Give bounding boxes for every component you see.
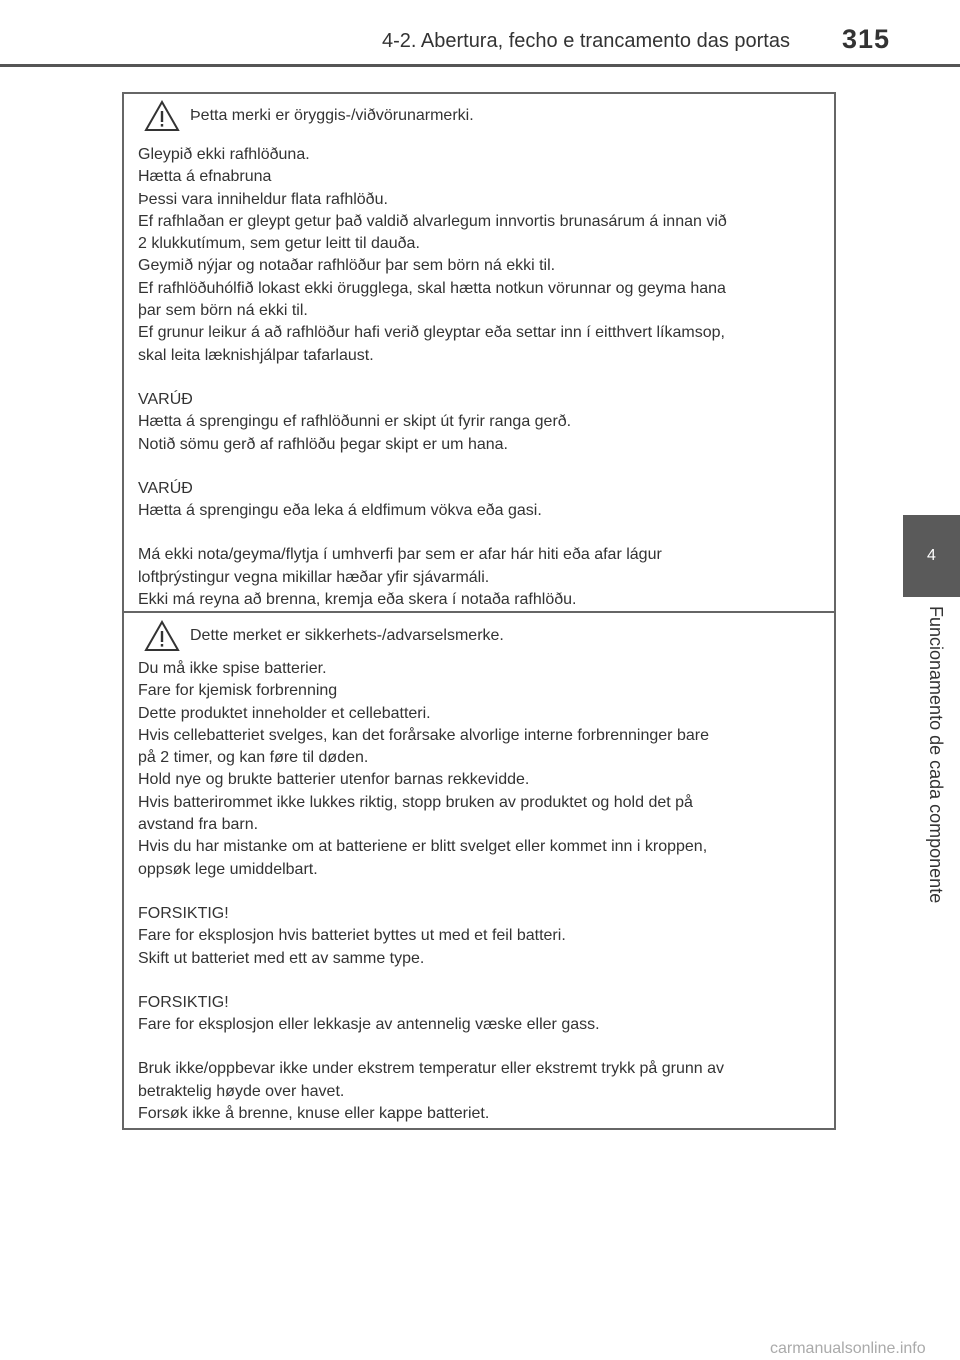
text-line: Hætta á efnabruna: [138, 168, 272, 186]
text-line: oppsøk lege umiddelbart.: [138, 860, 318, 878]
text-line: Fare for eksplosjon hvis batteriet byttes ut med et feil batteri.: [138, 927, 566, 945]
text-line: 2 klukkutímum, sem getur leitt til dauða.: [138, 235, 420, 253]
panel-icelandic: [124, 94, 834, 612]
panel-heading-row: [138, 94, 820, 138]
text-line: VARÚÐ: [138, 479, 193, 497]
chapter-tab[interactable]: [903, 515, 960, 597]
text-line: Hætta á sprengingu ef rafhlöðunni er skipt út fyrir ranga gerð.: [138, 413, 572, 431]
text-line: FORSIKTIG!: [138, 993, 229, 1011]
text-line: på 2 timer, og kan føre til døden.: [138, 749, 369, 767]
text-line: Hvis du har mistanke om at batteriene er blitt svelget eller kommet inn i kroppen,: [138, 838, 708, 856]
text-line: Fare for eksplosjon eller lekkasje av antennelig væske eller gass.: [138, 1016, 600, 1034]
warning-paragraph: [138, 658, 820, 881]
warning-paragraph: [138, 478, 820, 523]
text-line: Dette produktet inneholder et cellebatteri.: [138, 704, 431, 722]
text-line: betraktelig høyde over havet.: [138, 1082, 345, 1100]
text-line: Hætta á sprengingu eða leka á eldfimum vökva eða gasi.: [138, 502, 542, 520]
panel-body: [138, 144, 820, 611]
text-line: Du må ikke spise batterier.: [138, 660, 327, 677]
text-line: FORSIKTIG!: [138, 904, 229, 922]
text-line: Forsøk ikke å brenne, knuse eller kappe batteriet.: [138, 1105, 490, 1123]
text-line: Hvis cellebatteriet svelges, kan det forårsake alvorlige interne forbrenninger bare: [138, 726, 709, 744]
warning-paragraph: [138, 1058, 820, 1125]
chapter-number: 4: [927, 547, 936, 564]
warning-label-box: [122, 92, 836, 1130]
text-line: Bruk ikke/oppbevar ikke under ekstrem temperatur eller ekstremt trykk på grunn av: [138, 1060, 725, 1078]
watermark: carmanualsonline.info: [770, 1340, 926, 1357]
text-line: Hvis batterirommet ikke lukkes riktig, stopp bruken av produktet og hold det på: [138, 793, 693, 811]
text-line: skal leita læknishjálpar tafarlaust.: [138, 346, 374, 364]
warning-paragraph: [138, 144, 820, 367]
panel-heading: Dette merket er sikkerhets-/advarselsmerke.: [190, 627, 504, 644]
text-line: avstand fra barn.: [138, 816, 259, 834]
panel-heading: Þetta merki er öryggis-/viðvörunarmerki.: [190, 107, 474, 124]
page-number: 315: [841, 24, 890, 54]
warning-paragraph: [138, 544, 820, 611]
warning-paragraph: [138, 992, 820, 1037]
panel-body: [138, 658, 820, 1125]
panel-norwegian: [124, 614, 834, 1128]
panel-heading-row: [138, 614, 820, 658]
header-rule: [0, 64, 960, 67]
text-line: VARÚÐ: [138, 390, 193, 408]
warning-triangle-icon: [144, 100, 180, 132]
text-line: loftþrýstingur vegna mikillar hæðar yfir sjávarmáli.: [138, 568, 490, 586]
page-header: [0, 0, 960, 70]
text-line: Má ekki nota/geyma/flytja í umhverfi þar sem er afar hár hiti eða afar lágur: [138, 546, 662, 564]
text-line: Ef grunur leikur á að rafhlöður hafi verið gleyptar eða settar inn í eitthvert líkamsop,: [138, 324, 725, 342]
chapter-title: Funcionamento de cada componente: [926, 606, 946, 904]
warning-paragraph: [138, 389, 820, 456]
text-line: Ef rafhlöðuhólfið lokast ekki örugglega, skal hætta notkun vörunnar og geyma hana: [138, 279, 726, 297]
text-line: Hold nye og brukte batterier utenfor barnas rekkevidde.: [138, 771, 530, 789]
text-line: Skift ut batteriet med ett av samme type.: [138, 949, 425, 967]
text-line: Geymið nýjar og notaðar rafhlöður þar sem börn ná ekki til.: [138, 257, 556, 275]
text-line: Ef rafhlaðan er gleypt getur það valdið alvarlegum innvortis brunasárum á innan við: [138, 212, 727, 230]
warning-paragraph: [138, 903, 820, 970]
text-line: Notið sömu gerð af rafhlöðu þegar skipt er um hana.: [138, 435, 508, 453]
panel-divider: [124, 611, 834, 613]
section-title: 4-2. Abertura, fecho e trancamento das portas: [381, 30, 790, 52]
text-line: Fare for kjemisk forbrenning: [138, 682, 338, 700]
warning-triangle-icon: [144, 620, 180, 652]
text-line: Þessi vara inniheldur flata rafhlöðu.: [138, 190, 388, 208]
text-line: Gleypið ekki rafhlöðuna.: [138, 146, 310, 163]
text-line: þar sem börn ná ekki til.: [138, 302, 308, 320]
text-line: Ekki má reyna að brenna, kremja eða skera í notaða rafhlöðu.: [138, 591, 577, 609]
